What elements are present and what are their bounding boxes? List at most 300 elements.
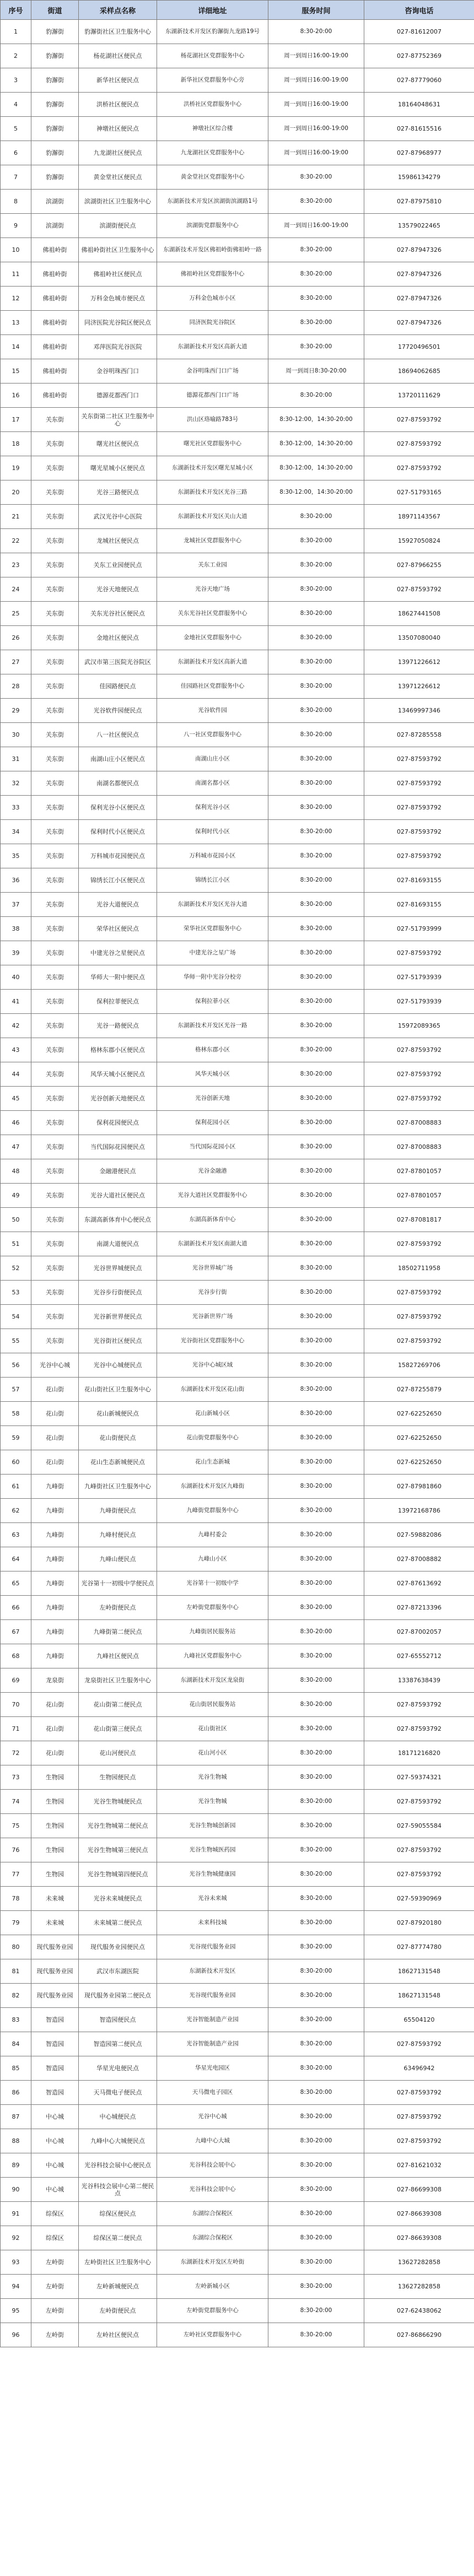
cell-phone: 027-87920180 [364, 1911, 474, 1935]
cell-address: 光谷创新天地 [157, 1087, 268, 1111]
cell-site: 左岭新城便民点 [79, 2275, 157, 2299]
cell-hours: 8:30-20:00 [268, 1378, 364, 1402]
table-row [1, 2226, 474, 2250]
cell-phone: 027-87593792 [364, 1281, 474, 1305]
cell-phone: 027-87593792 [364, 1790, 474, 1814]
cell-street: 关东街 [31, 529, 79, 553]
cell-address: 佳园路社区党群服务中心 [157, 674, 268, 699]
cell-phone: 027-87947326 [364, 311, 474, 335]
cell-site: 保利花园便民点 [79, 1111, 157, 1135]
cell-phone: 027-87774780 [364, 1935, 474, 1959]
cell-site: 锦绣长江小区便民点 [79, 868, 157, 893]
cell-address: 左岭新城小区 [157, 2275, 268, 2299]
cell-site: 花山街第二便民点 [79, 1693, 157, 1717]
cell-site: 龙城社区便民点 [79, 529, 157, 553]
cell-phone: 027-87593792 [364, 2105, 474, 2129]
cell-street: 豹澥街 [31, 165, 79, 190]
cell-hours: 8:30-20:00 [268, 796, 364, 820]
cell-index: 94 [1, 2275, 31, 2299]
cell-site: 神墩社区便民点 [79, 117, 157, 141]
cell-site: 金谷明珠西门口 [79, 359, 157, 384]
cell-address: 光谷世界城广场 [157, 1256, 268, 1281]
cell-site: 花山生态新城便民点 [79, 1450, 157, 1475]
cell-site: 曙光星城小区便民点 [79, 456, 157, 480]
cell-phone: 027-87801057 [364, 1184, 474, 1208]
cell-index: 38 [1, 917, 31, 941]
cell-street: 佛祖岭街 [31, 359, 79, 384]
cell-site: 光谷新世界便民点 [79, 1305, 157, 1329]
cell-phone: 027-86866290 [364, 2323, 474, 2347]
cell-street: 关东街 [31, 408, 79, 432]
cell-site: 东湖高新体育中心便民点 [79, 1208, 157, 1232]
cell-street: 中心城 [31, 2105, 79, 2129]
table-row [1, 893, 474, 917]
table-row [1, 93, 474, 117]
cell-phone: 027-87801057 [364, 1159, 474, 1184]
table-row [1, 238, 474, 262]
cell-site: 金地社区便民点 [79, 626, 157, 650]
cell-site: 花山河便民点 [79, 1741, 157, 1765]
cell-address: 东湖新技术开发区佛祖岭街佛祖岭一路 [157, 238, 268, 262]
table-row [1, 44, 474, 68]
cell-site: 八一社区便民点 [79, 723, 157, 747]
cell-street: 光谷中心城 [31, 1353, 79, 1378]
cell-index: 28 [1, 674, 31, 699]
cell-index: 8 [1, 190, 31, 214]
cell-index: 95 [1, 2299, 31, 2323]
cell-street: 生物园 [31, 1790, 79, 1814]
cell-phone: 13627282858 [364, 2275, 474, 2299]
cell-phone: 15827269706 [364, 1353, 474, 1378]
cell-phone: 027-86639308 [364, 2226, 474, 2250]
cell-hours: 8:30-20:00 [268, 2153, 364, 2178]
cell-index: 37 [1, 893, 31, 917]
table-row [1, 1256, 474, 1281]
cell-phone: 027-87975810 [364, 190, 474, 214]
cell-phone: 027-87593792 [364, 771, 474, 796]
cell-index: 27 [1, 650, 31, 674]
table-row [1, 577, 474, 602]
cell-street: 关东街 [31, 1281, 79, 1305]
cell-phone: 027-87213396 [364, 1596, 474, 1620]
cell-address: 东湖高新体育中心 [157, 1208, 268, 1232]
cell-hours: 8:30-20:00 [268, 990, 364, 1014]
cell-index: 67 [1, 1620, 31, 1644]
table-row [1, 408, 474, 432]
cell-index: 93 [1, 2250, 31, 2275]
cell-site: 华师大一附中便民点 [79, 965, 157, 990]
cell-address: 关东工业园 [157, 553, 268, 577]
table-row [1, 1087, 474, 1111]
table-row [1, 1838, 474, 1862]
table-row [1, 1693, 474, 1717]
cell-street: 豹澥街 [31, 20, 79, 44]
cell-address: 左岭社区党群服务中心 [157, 2323, 268, 2347]
cell-address: 南湖名都小区 [157, 771, 268, 796]
cell-hours: 8:30-20:00 [268, 602, 364, 626]
table-row [1, 2008, 474, 2032]
cell-address: 光谷生物城健康园 [157, 1862, 268, 1887]
cell-street: 中心城 [31, 2129, 79, 2153]
cell-site: 天马微电子便民点 [79, 2081, 157, 2105]
table-row [1, 820, 474, 844]
cell-address: 华星光电园区 [157, 2056, 268, 2081]
cell-phone: 18694062685 [364, 359, 474, 384]
cell-index: 57 [1, 1378, 31, 1402]
table-row [1, 2032, 474, 2056]
cell-hours: 8:30-20:00 [268, 529, 364, 553]
cell-index: 88 [1, 2129, 31, 2153]
cell-site: 豹澥街社区卫生服务中心 [79, 20, 157, 44]
table-row [1, 2153, 474, 2178]
cell-address: 光谷新世界广场 [157, 1305, 268, 1329]
cell-address: 新华社区党群服务中心旁 [157, 68, 268, 93]
cell-address: 万科金色城市小区 [157, 287, 268, 311]
cell-street: 豹澥街 [31, 117, 79, 141]
cell-address: 东湖新技术开发区龙泉街 [157, 1668, 268, 1693]
cell-phone: 15972089365 [364, 1014, 474, 1038]
cell-index: 40 [1, 965, 31, 990]
table-row [1, 1814, 474, 1838]
cell-site: 光谷科技会展中心第二便民点 [79, 2178, 157, 2202]
cell-phone: 18627131548 [364, 1984, 474, 2008]
cell-index: 5 [1, 117, 31, 141]
table-row [1, 1596, 474, 1620]
cell-address: 九峰社区党群服务中心 [157, 1644, 268, 1668]
cell-hours: 周一到周日16:00-19:00 [268, 214, 364, 238]
cell-address: 洪桥社区党群服务中心 [157, 93, 268, 117]
table-row [1, 553, 474, 577]
cell-street: 左岭街 [31, 2250, 79, 2275]
cell-address: 花山河小区 [157, 1741, 268, 1765]
cell-phone: 027-87593792 [364, 1693, 474, 1717]
cell-address: 东湖新技术开发区九峰街 [157, 1475, 268, 1499]
table-row [1, 1135, 474, 1159]
table-row [1, 287, 474, 311]
cell-address: 金地社区党群服务中心 [157, 626, 268, 650]
cell-index: 84 [1, 2032, 31, 2056]
cell-address: 风华天城小区 [157, 1062, 268, 1087]
cell-phone: 027-87968977 [364, 141, 474, 165]
cell-address: 花山街居民服务站 [157, 1693, 268, 1717]
cell-index: 12 [1, 287, 31, 311]
table-row [1, 1062, 474, 1087]
cell-address: 同济医院光谷院区 [157, 311, 268, 335]
cell-hours: 8:30-20:00 [268, 723, 364, 747]
cell-index: 16 [1, 384, 31, 408]
table-row [1, 1305, 474, 1329]
cell-site: 荣华社区便民点 [79, 917, 157, 941]
cell-phone: 027-86699308 [364, 2178, 474, 2202]
cell-hours: 8:30-20:00 [268, 771, 364, 796]
cell-hours: 8:30-20:00 [268, 1087, 364, 1111]
cell-phone: 027-81621032 [364, 2153, 474, 2178]
cell-street: 关东街 [31, 480, 79, 505]
table-row [1, 747, 474, 771]
cell-hours: 8:30-20:00 [268, 1159, 364, 1184]
cell-street: 智造园 [31, 2056, 79, 2081]
cell-site: 滨湖街便民点 [79, 214, 157, 238]
cell-phone: 027-87008882 [364, 1547, 474, 1571]
cell-phone: 027-87593792 [364, 1087, 474, 1111]
cell-hours: 周一到周日16:00-19:00 [268, 141, 364, 165]
cell-hours: 8:30-20:00 [268, 2250, 364, 2275]
cell-street: 九峰街 [31, 1499, 79, 1523]
table-row [1, 1887, 474, 1911]
cell-site: 光谷软件园便民点 [79, 699, 157, 723]
cell-index: 49 [1, 1184, 31, 1208]
cell-address: 八一社区党群服务中心 [157, 723, 268, 747]
table-row [1, 1475, 474, 1499]
table-row [1, 626, 474, 650]
cell-hours: 8:30-20:00 [268, 1256, 364, 1281]
cell-hours: 8:30-20:00 [268, 505, 364, 529]
table-row [1, 262, 474, 287]
cell-address: 保利拉菲小区 [157, 990, 268, 1014]
cell-street: 生物园 [31, 1838, 79, 1862]
cell-index: 56 [1, 1353, 31, 1378]
cell-index: 92 [1, 2226, 31, 2250]
table-row [1, 1523, 474, 1547]
cell-index: 64 [1, 1547, 31, 1571]
table-row [1, 1450, 474, 1475]
cell-hours: 周一到周日16:00-19:00 [268, 68, 364, 93]
cell-phone: 027-81612007 [364, 20, 474, 44]
cell-phone: 027-87613692 [364, 1571, 474, 1596]
table-row [1, 1668, 474, 1693]
table-row [1, 1935, 474, 1959]
cell-address: 东湖新技术开发区豹澥街九龙路19号 [157, 20, 268, 44]
cell-address: 东湖新技术开发区光谷一路 [157, 1014, 268, 1038]
cell-site: 武汉市东湖医院 [79, 1959, 157, 1984]
cell-hours: 8:30-20:00 [268, 1717, 364, 1741]
cell-phone: 027-59390969 [364, 1887, 474, 1911]
cell-site: 光谷中心城便民点 [79, 1353, 157, 1378]
cell-street: 关东街 [31, 1329, 79, 1353]
cell-address: 龙城社区党群服务中心 [157, 529, 268, 553]
cell-street: 现代服务业园 [31, 1959, 79, 1984]
cell-index: 22 [1, 529, 31, 553]
cell-phone: 027-87981860 [364, 1475, 474, 1499]
cell-hours: 8:30-20:00 [268, 2056, 364, 2081]
cell-site: 九龙湖社区便民点 [79, 141, 157, 165]
cell-site: 九峰街便民点 [79, 1499, 157, 1523]
table-row [1, 1329, 474, 1353]
cell-address: 九龙湖社区党群服务中心 [157, 141, 268, 165]
cell-address: 天马微电子园区 [157, 2081, 268, 2105]
cell-hours: 8:30-20:00 [268, 917, 364, 941]
cell-site: 九峰街第二便民点 [79, 1620, 157, 1644]
cell-street: 豹澥街 [31, 68, 79, 93]
cell-site: 滨湖街社区卫生服务中心 [79, 190, 157, 214]
cell-hours: 8:30-20:00 [268, 335, 364, 359]
cell-phone: 18164048631 [364, 93, 474, 117]
cell-index: 9 [1, 214, 31, 238]
cell-address: 九峰中心大城 [157, 2129, 268, 2153]
cell-address: 曙光社区党群服务中心 [157, 432, 268, 456]
table-row [1, 650, 474, 674]
cell-address: 光谷生物城创新园 [157, 1814, 268, 1838]
cell-street: 佛祖岭街 [31, 262, 79, 287]
cell-hours: 8:30-12:00，14:30-20:00 [268, 480, 364, 505]
cell-site: 佛祖岭街社区卫生服务中心 [79, 238, 157, 262]
cell-hours: 8:30-20:00 [268, 1208, 364, 1232]
cell-hours: 8:30-20:00 [268, 1062, 364, 1087]
cell-phone: 027-87593792 [364, 1038, 474, 1062]
cell-address: 光谷天地广场 [157, 577, 268, 602]
cell-phone: 027-87947326 [364, 262, 474, 287]
cell-site: 综保区第二便民点 [79, 2226, 157, 2250]
cell-site: 光谷科技会展中心便民点 [79, 2153, 157, 2178]
table-row [1, 20, 474, 44]
cell-index: 66 [1, 1596, 31, 1620]
cell-hours: 8:30-20:00 [268, 2008, 364, 2032]
cell-phone: 13627282858 [364, 2250, 474, 2275]
cell-site: 光谷天地便民点 [79, 577, 157, 602]
cell-hours: 8:30-20:00 [268, 2323, 364, 2347]
cell-address: 东湖新技术开发区关山大道 [157, 505, 268, 529]
cell-site: 左岭街便民点 [79, 2299, 157, 2323]
cell-hours: 8:30-20:00 [268, 941, 364, 965]
cell-phone: 027-87593792 [364, 2032, 474, 2056]
cell-index: 68 [1, 1644, 31, 1668]
cell-hours: 8:30-20:00 [268, 287, 364, 311]
cell-hours: 8:30-20:00 [268, 674, 364, 699]
cell-hours: 8:30-20:00 [268, 893, 364, 917]
cell-site: 光谷大道社区便民点 [79, 1184, 157, 1208]
cell-index: 83 [1, 2008, 31, 2032]
cell-hours: 8:30-20:00 [268, 2032, 364, 2056]
cell-index: 7 [1, 165, 31, 190]
header-phone: 咨询电话 [364, 1, 474, 20]
cell-hours: 8:30-12:00，14:30-20:00 [268, 408, 364, 432]
cell-street: 佛祖岭街 [31, 238, 79, 262]
cell-site: 生物园便民点 [79, 1765, 157, 1790]
cell-address: 光谷中心城区域 [157, 1353, 268, 1378]
cell-hours: 8:30-20:00 [268, 1402, 364, 1426]
table-row [1, 141, 474, 165]
table-row [1, 311, 474, 335]
cell-street: 九峰街 [31, 1596, 79, 1620]
cell-site: 曙光社区便民点 [79, 432, 157, 456]
cell-hours: 8:30-20:00 [268, 1523, 364, 1547]
cell-phone: 027-59882086 [364, 1523, 474, 1547]
cell-site: 光谷生物城第二便民点 [79, 1814, 157, 1838]
cell-street: 关东街 [31, 1111, 79, 1135]
cell-hours: 8:30-20:00 [268, 1814, 364, 1838]
cell-phone: 027-87593792 [364, 432, 474, 456]
cell-hours: 8:30-20:00 [268, 1571, 364, 1596]
cell-street: 生物园 [31, 1814, 79, 1838]
cell-phone: 15927050824 [364, 529, 474, 553]
table-row [1, 2202, 474, 2226]
cell-phone: 027-87285558 [364, 723, 474, 747]
cell-site: 当代国际花园便民点 [79, 1135, 157, 1159]
cell-hours: 8:30-20:00 [268, 1984, 364, 2008]
cell-phone: 027-87593792 [364, 1862, 474, 1887]
table-row [1, 941, 474, 965]
cell-address: 神墩社区综合楼 [157, 117, 268, 141]
table-row [1, 723, 474, 747]
cell-address: 九峰街党群服务中心 [157, 1499, 268, 1523]
cell-index: 35 [1, 844, 31, 868]
table-row [1, 1547, 474, 1571]
cell-site: 光谷街社区便民点 [79, 1329, 157, 1353]
cell-street: 关东街 [31, 917, 79, 941]
cell-site: 佳园路便民点 [79, 674, 157, 699]
cell-phone: 027-87593792 [364, 796, 474, 820]
cell-phone: 13971226612 [364, 650, 474, 674]
cell-hours: 8:30-20:00 [268, 2202, 364, 2226]
cell-phone: 027-87008883 [364, 1135, 474, 1159]
cell-site: 花山街便民点 [79, 1426, 157, 1450]
cell-index: 91 [1, 2202, 31, 2226]
cell-street: 豹澥街 [31, 44, 79, 68]
cell-phone: 027-87593792 [364, 408, 474, 432]
cell-phone: 65504120 [364, 2008, 474, 2032]
cell-street: 关东街 [31, 553, 79, 577]
cell-index: 45 [1, 1087, 31, 1111]
cell-site: 光谷未来城便民点 [79, 1887, 157, 1911]
table-row [1, 2081, 474, 2105]
cell-site: 九峰社区便民点 [79, 1644, 157, 1668]
cell-address: 荣华社区党群服务中心 [157, 917, 268, 941]
cell-address: 保利花园小区 [157, 1111, 268, 1135]
table-row [1, 384, 474, 408]
cell-hours: 8:30-20:00 [268, 1111, 364, 1135]
cell-site: 光谷大道便民点 [79, 893, 157, 917]
cell-index: 65 [1, 1571, 31, 1596]
cell-hours: 周一到周日16:00-19:00 [268, 44, 364, 68]
cell-street: 生物园 [31, 1765, 79, 1790]
cell-street: 关东街 [31, 1256, 79, 1281]
cell-site: 光谷世界城便民点 [79, 1256, 157, 1281]
cell-hours: 8:30-20:00 [268, 1426, 364, 1450]
cell-hours: 8:30-20:00 [268, 626, 364, 650]
header-hours: 服务时间 [268, 1, 364, 20]
cell-index: 23 [1, 553, 31, 577]
cell-site: 关东光谷社区便民点 [79, 602, 157, 626]
table-row [1, 505, 474, 529]
table-row [1, 699, 474, 723]
cell-address: 光谷智能制造产业园 [157, 2032, 268, 2056]
cell-site: 金融港便民点 [79, 1159, 157, 1184]
cell-index: 41 [1, 990, 31, 1014]
table-row [1, 1959, 474, 1984]
cell-index: 47 [1, 1135, 31, 1159]
cell-site: 洪桥社区便民点 [79, 93, 157, 117]
cell-hours: 8:30-20:00 [268, 844, 364, 868]
cell-street: 关东街 [31, 699, 79, 723]
cell-site: 光谷生物城第三便民点 [79, 1838, 157, 1862]
cell-site: 武汉光谷中心医院 [79, 505, 157, 529]
cell-address: 光谷现代服务业园 [157, 1984, 268, 2008]
cell-hours: 8:30-20:00 [268, 1887, 364, 1911]
cell-index: 18 [1, 432, 31, 456]
cell-hours: 8:30-20:00 [268, 1499, 364, 1523]
cell-street: 九峰街 [31, 1571, 79, 1596]
cell-hours: 8:30-20:00 [268, 1644, 364, 1668]
cell-street: 关东街 [31, 674, 79, 699]
cell-site: 光谷创新天地便民点 [79, 1087, 157, 1111]
cell-index: 10 [1, 238, 31, 262]
cell-phone: 18971143567 [364, 505, 474, 529]
cell-site: 九峰村便民点 [79, 1523, 157, 1547]
table-row [1, 214, 474, 238]
table-row [1, 2323, 474, 2347]
cell-phone: 027-62438062 [364, 2299, 474, 2323]
cell-index: 15 [1, 359, 31, 384]
